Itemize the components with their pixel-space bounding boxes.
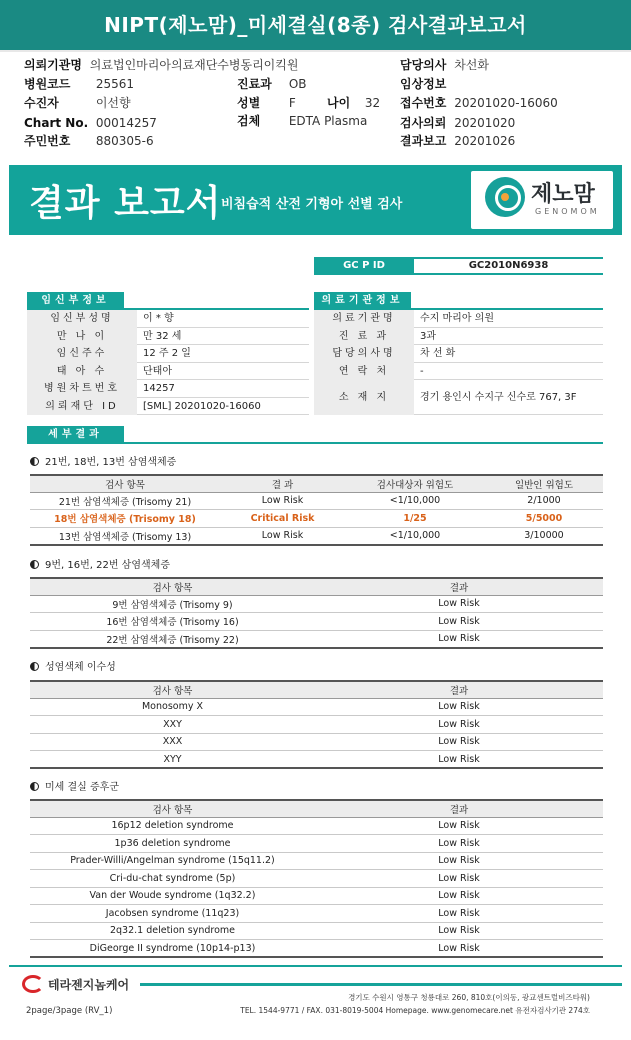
table-cell: Low Risk <box>315 698 603 716</box>
table-row <box>30 940 603 958</box>
table-cell: Low Risk <box>220 527 345 545</box>
section4-title: 미세 결실 증후군 <box>45 782 119 793</box>
institution-label: 의뢰기관명 <box>24 58 82 72</box>
title-divider <box>0 50 631 52</box>
table-cell: Cri-du-chat syndrome (5p) <box>30 870 315 888</box>
info-value: 14257 <box>143 383 175 394</box>
result-banner <box>9 165 622 235</box>
section1-heading <box>30 453 176 468</box>
doctor <box>400 57 489 73</box>
info-label: 연 락 처 <box>314 363 414 381</box>
footer-divider <box>9 965 622 967</box>
company-address: 경기도 수원시 영통구 청룡대로 260, 810호(이의동, 광교센트럴비즈타워) <box>348 993 590 1002</box>
table-cell: Low Risk <box>315 733 603 751</box>
rrn <box>24 133 154 149</box>
table-row <box>30 510 603 528</box>
section3-heading <box>30 658 116 673</box>
hospital-code <box>24 76 134 92</box>
half-circle-bullet-icon <box>30 782 39 791</box>
column-header: 검사 항목 <box>30 475 220 492</box>
clinical-label: 임상정보 <box>400 77 447 91</box>
column-header: 검사 항목 <box>30 800 315 817</box>
table-cell: Low Risk <box>315 613 603 631</box>
table-row <box>30 630 603 648</box>
info-row <box>314 328 603 346</box>
info-label: 임신주수 <box>27 345 137 363</box>
company-contact: TEL. 1544-9771 / FAX. 031-8019-5004 Homepage. www.genomecare.net 유전자검사기관 274호 <box>240 1006 590 1015</box>
column-header: 결과 <box>315 681 603 698</box>
receipt-label: 접수번호 <box>400 96 447 110</box>
age <box>327 95 380 111</box>
table-row <box>30 922 603 940</box>
specimen-label: 검체 <box>237 114 261 128</box>
chart-no-value: 00014257 <box>95 116 157 130</box>
info-row <box>314 363 603 381</box>
rrn-label: 주민번호 <box>24 134 71 148</box>
column-header: 결과 <box>315 800 603 817</box>
table-cell: Monosomy X <box>30 698 315 716</box>
info-label: 소 재 지 <box>314 380 414 415</box>
info-label: 진 료 과 <box>314 328 414 346</box>
clinical-info <box>400 76 446 92</box>
dept-label: 진료과 <box>237 77 272 91</box>
table-cell: 1/25 <box>345 510 485 528</box>
institution-info <box>24 57 298 73</box>
info-value: 차 선 화 <box>420 348 456 359</box>
receipt-value: 20201020-16060 <box>454 96 558 110</box>
section2-title: 9번, 16번, 22번 삼염색체증 <box>45 560 170 571</box>
column-header: 일반인 위험도 <box>485 475 603 492</box>
page-number: 2page/3page (RV_1) <box>26 1006 113 1016</box>
logo-korean: 제노맘 <box>531 182 595 207</box>
info-label: 병원차트번호 <box>27 380 137 398</box>
trisomy-main-table <box>30 474 603 546</box>
gcp-id-label: GC P ID <box>314 257 414 275</box>
chart-no-label: Chart No. <box>24 116 89 130</box>
table-cell: Low Risk <box>315 940 603 958</box>
table-row <box>30 733 603 751</box>
sex-value: F <box>288 96 296 110</box>
sex-chromosome-table <box>30 680 603 769</box>
info-label: 의뢰재단 ID <box>27 398 137 416</box>
specimen <box>237 113 367 129</box>
age-value: 32 <box>364 96 381 110</box>
info-label: 만 나 이 <box>27 328 137 346</box>
column-header: 결 과 <box>220 475 345 492</box>
examinee-label: 수진자 <box>24 96 59 110</box>
info-value: 3과 <box>420 330 437 342</box>
info-row <box>27 328 309 346</box>
theragen-g-icon <box>22 975 44 993</box>
table-row <box>30 905 603 923</box>
table-row <box>30 887 603 905</box>
table-cell: DiGeorge II syndrome (10p14-p13) <box>30 940 315 958</box>
report-date <box>400 133 515 149</box>
table-cell: Low Risk <box>315 716 603 734</box>
rrn-value: 880305-6 <box>95 134 154 148</box>
detail-tag: 세부결과 <box>27 426 124 443</box>
table-row <box>30 527 603 545</box>
table-cell: 16p12 deletion syndrome <box>30 817 315 835</box>
sex-label: 성별 <box>237 96 261 110</box>
column-header: 검사 항목 <box>30 578 315 595</box>
request-date <box>400 115 515 131</box>
pregnant-info-tag: 임신부정보 <box>27 292 124 309</box>
table-row <box>30 852 603 870</box>
report-label: 결과보고 <box>400 134 447 148</box>
table-row <box>30 595 603 613</box>
table-cell: 5/5000 <box>485 510 603 528</box>
table-cell: 22번 삼염색체증 (Trisomy 22) <box>30 630 315 648</box>
gcp-id-value: GC2010N6938 <box>414 257 603 275</box>
sex <box>237 95 296 111</box>
table-cell: Van der Woude syndrome (1q32.2) <box>30 887 315 905</box>
table-cell: 2q32.1 deletion syndrome <box>30 922 315 940</box>
table-cell: <1/10,000 <box>345 527 485 545</box>
report-title: NIPT(제노맘)_미세결실(8종) 검사결과보고서 <box>0 0 631 50</box>
specimen-value: EDTA Plasma <box>288 114 368 128</box>
section3-title: 성염색체 이수성 <box>45 662 116 673</box>
column-header: 검사 항목 <box>30 681 315 698</box>
half-circle-bullet-icon <box>30 662 39 671</box>
table-row <box>30 492 603 510</box>
info-row <box>27 398 309 416</box>
request-label: 검사의뢰 <box>400 116 447 130</box>
request-value: 20201020 <box>454 116 516 130</box>
examinee-value: 이선향 <box>95 96 131 110</box>
table-row <box>30 835 603 853</box>
table-cell: Low Risk <box>315 595 603 613</box>
table-cell: Jacobsen syndrome (11q23) <box>30 905 315 923</box>
chart-no <box>24 115 157 131</box>
table-cell: Low Risk <box>315 817 603 835</box>
trisomy-other-table <box>30 577 603 649</box>
section4-heading <box>30 778 119 793</box>
section2-heading <box>30 556 170 571</box>
doctor-label: 담당의사 <box>400 58 447 72</box>
hospital-code-value: 25561 <box>95 77 135 91</box>
info-row <box>27 310 309 328</box>
table-cell: 9번 삼염색체증 (Trisomy 9) <box>30 595 315 613</box>
info-label: 임신부성명 <box>27 310 137 328</box>
report-value: 20201026 <box>454 134 516 148</box>
info-value: 만 32 세 <box>143 330 182 342</box>
table-cell: 21번 삼염색체증 (Trisomy 21) <box>30 492 220 510</box>
examinee <box>24 95 131 111</box>
company-name: 테라젠지놈케어 <box>48 978 130 992</box>
table-cell: Prader-Willi/Angelman syndrome (15q11.2) <box>30 852 315 870</box>
table-cell: Low Risk <box>315 905 603 923</box>
microdeletion-table <box>30 799 603 958</box>
table-cell: 1p36 deletion syndrome <box>30 835 315 853</box>
half-circle-bullet-icon <box>30 560 39 569</box>
table-cell: Low Risk <box>220 492 345 510</box>
info-value: - <box>420 365 424 377</box>
info-row <box>27 345 309 363</box>
detail-line <box>27 442 603 444</box>
half-circle-bullet-icon <box>30 457 39 466</box>
table-cell: XXY <box>30 716 315 734</box>
banner-title: 결과 보고서 <box>29 183 222 224</box>
table-row <box>30 751 603 769</box>
institution-info-tag: 의료기관정보 <box>314 292 411 309</box>
table-cell: Critical Risk <box>220 510 345 528</box>
table-cell: Low Risk <box>315 870 603 888</box>
age-label: 나이 <box>327 96 351 110</box>
info-row <box>27 363 309 381</box>
table-cell: XXX <box>30 733 315 751</box>
table-row <box>30 817 603 835</box>
table-row <box>30 613 603 631</box>
info-row <box>314 345 603 363</box>
institution-value: 의료법인마리아의료재단수병동리이킥원 <box>89 58 299 72</box>
table-cell: 16번 삼염색체증 (Trisomy 16) <box>30 613 315 631</box>
dept <box>237 76 307 92</box>
table-cell: XYY <box>30 751 315 769</box>
footer-accent-bar <box>140 983 622 986</box>
table-cell: 2/1000 <box>485 492 603 510</box>
info-value: 단태아 <box>143 365 172 377</box>
table-cell: Low Risk <box>315 630 603 648</box>
table-cell: <1/10,000 <box>345 492 485 510</box>
info-row <box>314 380 603 415</box>
table-cell: Low Risk <box>315 922 603 940</box>
info-label: 의료기관명 <box>314 310 414 328</box>
hospital-code-label: 병원코드 <box>24 77 71 91</box>
section1-title: 21번, 18번, 13번 삼염색체증 <box>45 457 177 468</box>
table-cell: Low Risk <box>315 852 603 870</box>
table-cell: Low Risk <box>315 887 603 905</box>
info-label: 태 아 수 <box>27 363 137 381</box>
info-value: 수지 마리아 의원 <box>420 313 494 324</box>
info-value: 경기 용인시 수지구 신수로 767, 3F <box>420 392 577 403</box>
info-value: 12 주 2 일 <box>143 348 191 359</box>
mother-baby-icon <box>485 177 525 217</box>
column-header: 검사대상자 위험도 <box>345 475 485 492</box>
table-row <box>30 870 603 888</box>
info-row <box>314 310 603 328</box>
doctor-value: 차선화 <box>454 58 489 72</box>
column-header: 결과 <box>315 578 603 595</box>
table-cell: Low Risk <box>315 835 603 853</box>
company-logo <box>22 975 129 993</box>
table-cell: 13번 삼염색체증 (Trisomy 13) <box>30 527 220 545</box>
table-cell: Low Risk <box>315 751 603 769</box>
dept-value: OB <box>288 77 307 91</box>
table-row <box>30 698 603 716</box>
genomom-logo <box>471 171 613 229</box>
table-row <box>30 716 603 734</box>
receipt-no <box>400 95 558 111</box>
info-label: 담당의사명 <box>314 345 414 363</box>
info-value: 이 * 향 <box>143 313 174 324</box>
banner-subtitle: 비침습적 산전 기형아 선별 검사 <box>221 197 403 212</box>
info-value: [SML] 20201020-16060 <box>143 400 261 412</box>
logo-english: GENOMOM <box>535 207 600 216</box>
table-cell: 18번 삼염색체증 (Trisomy 18) <box>30 510 220 528</box>
info-row <box>27 380 309 398</box>
table-cell: 3/10000 <box>485 527 603 545</box>
